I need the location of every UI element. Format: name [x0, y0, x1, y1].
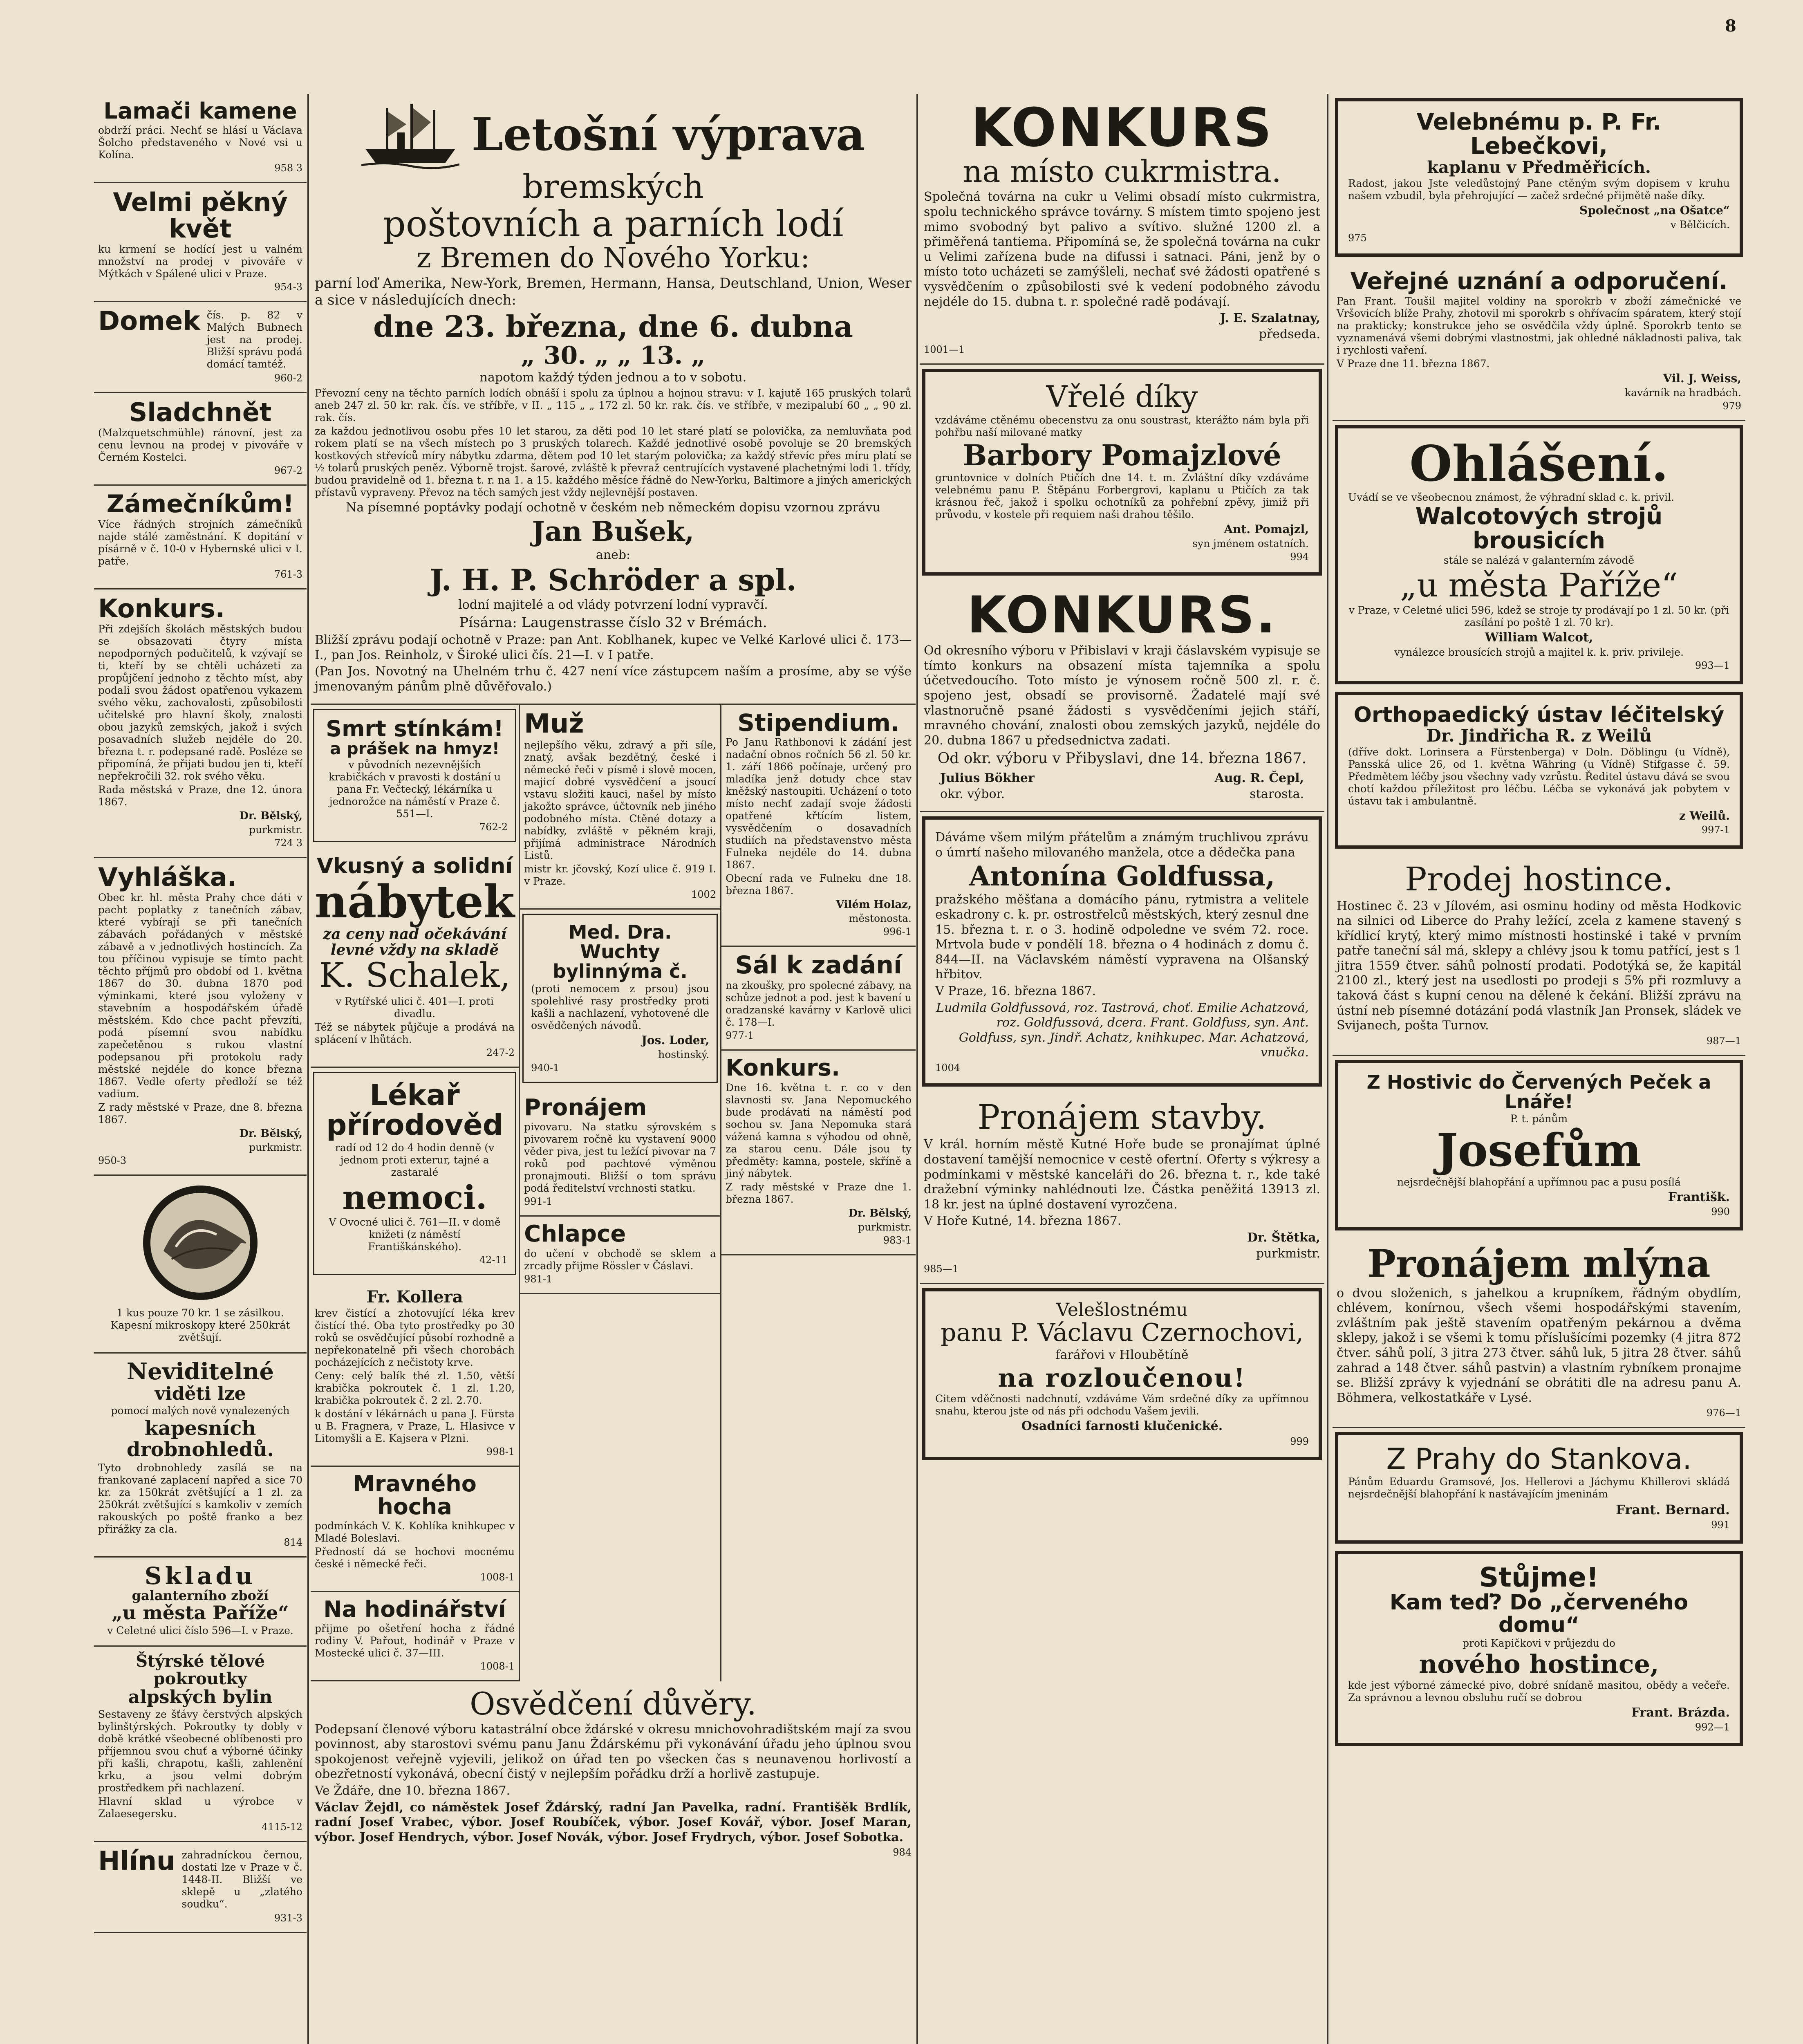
ad-number: 4115-12 [262, 1821, 302, 1833]
ad-address: Písárna: Laugenstrasse číslo 32 v Brémách. [459, 614, 767, 631]
ad-address: V Ovocné ulici č. 761—II. v domě knižeti (z náměstí Františkánského). [329, 1216, 501, 1253]
ad-ships: parní loď Amerika, New-York, Bremen, Hermann, Hansa, Deutschland, Union, Weser a sice v následujících dnech: [315, 275, 912, 309]
microscope-illustration [98, 1181, 302, 1306]
ad-number: 724 3 [274, 837, 302, 849]
ad-note: Též se nábytek půjčuje a prodává na splácení v lhůtách. [315, 1021, 515, 1045]
ad-body: Citem vděčnosti nadchnutí, vzdáváme Vám srdečné díky za upřímnou snahu, kterou jste od nás při odchodu Vašem jevili. [935, 1393, 1309, 1417]
ad-product: Walcotových strojů brousicích [1415, 503, 1663, 554]
ad-role: vynálezce brousících strojů a majitel k. k. priv. privileje. [1394, 646, 1684, 659]
magnified-specimen-icon [139, 1181, 262, 1304]
ad-big: nábytek [315, 875, 515, 928]
ad-pronajem-stavby [920, 1094, 1324, 1284]
column-2c [721, 705, 916, 1681]
ad-dates-2: „ 30. „ „ 13. „ [521, 341, 706, 370]
ad-title: KONKURS. [967, 586, 1277, 645]
ad-title: Pronájem mlýna [1367, 1242, 1711, 1286]
ad-number: 931-3 [274, 1912, 302, 1924]
column-2 [311, 94, 916, 2044]
ad-address: v Praze, v Celetné ulici 596, kdež se stroje ty prodávají po 1 zl. 50 kr. (při zasílání po poště 1 zl. 70 kr). [1348, 604, 1729, 629]
ad-konkurs-ucitele [94, 589, 307, 858]
ad-kvet [94, 183, 307, 302]
ad-body: Po Janu Rathbonovi k zádání jest nadační obnos ročních 56 zl. 50 kr. 1. září 1866 počínaje, určený pro mladíka jenž dotudy chce stav kněžský nastoupiti. Ucházení o toto místo nechť zadají svoje žádosti opatřené křtícím listem, vysvědčením o dosavadních studiích na představenstvo města Fulneka nejdéle do 14. dubna 1867. [726, 736, 912, 871]
ad-more-2: (Pan Jos. Novotný na Uhelném trhu č. 427 není více zástupcem naším a prosíme, aby se výše jmenovaným pánům plně důvěřovalo.) [315, 664, 912, 694]
ad-signature: Vil. J. Weiss, [1663, 371, 1741, 385]
ad-body: nejlepšího věku, zdravý a při síle, znatý, avšak bezdětný, české i německé řeči v písmě i slově mocen, majicí dobré vysvědčení a jsoucí vstavu složiti kauci, našel by místo jakožto správce, účtovník neb jiného podobného místa. Ctěné dotazy a nabídky, zvláště v pěkném kraji, přijímá administrace Národních Listů. [524, 739, 717, 861]
ad-number: 762-2 [479, 821, 508, 833]
ad-role: městonosta. [849, 912, 912, 925]
ad-body-2: Tyto drobnohledy zasílá se na frankované zaplacení napřed a sice 70 kr. za 150krát zvětšující a 1 zl. za 250krát zvětšující s kamkoliv v zemích rakouských po poště franko a bez přirážky za cla. [98, 1461, 302, 1535]
ad-ohlaseni [1335, 425, 1743, 685]
ad-number: 960-2 [274, 372, 302, 384]
ad-lekar [313, 1072, 516, 1275]
ad-signature: Frant. Bernard. [1616, 1502, 1730, 1517]
ad-body: Sestaveny ze šťávy čerstvých alpských bylinštýrských. Pokroutky ty dobly v době krátké všeobecné oblíbenosti pro příjemnou svou chuť a výborné účinky při kašli, chrapotu, kašli, zahlenění krku, a jsou velmi dobrým prostředkem při nachlazení. [98, 1708, 302, 1794]
ad-title: Sál k zadání [735, 951, 902, 980]
ad-place: Od okr. výboru v Přibyslavi, dne 14. března 1867. [937, 750, 1307, 767]
ad-signature: Vilém Holaz, [835, 899, 912, 911]
ad-place: V Hoře Kutné, 14. března 1867. [924, 1214, 1122, 1228]
ad-konkurs-prodej [721, 1051, 916, 1255]
ad-sladchnet [94, 393, 307, 486]
ad-signature-2: Aug. R. Čepl, [1214, 771, 1304, 786]
ad-title: Osvědčení důvěry. [470, 1685, 757, 1722]
ad-big: nemoci. [342, 1178, 487, 1217]
ad-body: proti Kapičkovi v průjezdu do [1463, 1637, 1615, 1650]
ad-signature: J. E. Szalatnay, [1220, 311, 1320, 326]
ad-signature: Dr. Štětka, [1247, 1230, 1320, 1245]
ad-lamaci [94, 94, 307, 183]
ad-lebeckovi [1335, 98, 1743, 257]
ad-smrt [313, 709, 516, 843]
column-rule [916, 94, 918, 2044]
ad-body: (Malzquetschmühle) ránovní, jest za cenu levnou na prodej v pivováře v Černém Kostelci. [98, 426, 302, 463]
ad-big: nového hostince, [1419, 1649, 1659, 1679]
ad-title: Vkusný a solidní [316, 854, 513, 879]
ad-number: 1004 [935, 1062, 961, 1074]
ad-title: Na hodinářství [323, 1596, 506, 1622]
ad-title: Velmi pěkný květ [113, 187, 288, 244]
ad-subtitle: kaplanu v Předměřicích. [1427, 157, 1651, 177]
ad-body: Společná továrna na cukr u Velimi obsadí místo cukrmistra, spolu technického správce továrny. S místem timto spojeno jest mimo svobodný byt palivo a svítivo. služné 1200 zl. a přiměřená tantiema. Připomíná se, že společná továrna na cukr u Velimi zařízena bude na difussi i satnaci. Páni, jenž by o místo toto ucházeti se zamýšleli, nechať své žádosti opatřené s vysvědčením o způsobilosti své k vedení podobného závodu nejdéle do 15. dubna t. r. společné radě podávají. [924, 190, 1320, 309]
ad-number: 1008-1 [480, 1571, 515, 1583]
ad-number: 999 [1290, 1436, 1309, 1448]
ad-shop-name: „u města Paříže“ [112, 1601, 289, 1624]
ad-role: hostinský. [658, 1048, 710, 1060]
ad-body: zahradníckou černou, dostati lze v Praze v č. 1448-II. Bližší ve sklepě u „zlatého soudku“. [181, 1849, 302, 1910]
ad-role: purkmistr. [858, 1221, 912, 1233]
ad-title: Orthopaedický ústav léčitelský [1353, 703, 1725, 728]
ad-number: 991-1 [524, 1196, 553, 1208]
ad-number: 940-1 [531, 1062, 560, 1074]
ad-body: Při zdejších školách městských budou se obsazovati čtyry místa nepodporných podučitelů, k vzývají se ti, kteří by se chtěli ucházeti za propůjčení jednoho z těchto míst, aby podali svou žádost opatřenou vykazem svého věku, zachovalosti, způsobilosti učitelské pro hlavní školy, znalosti obou jazyků zemských, jakož i svých posavadních služeb nejdéle do 20. března t. r. podepsané radě. Posléze se připomíná, že přijati budou jen ti, kteří nepřekročili 32. rok svého věku. [98, 623, 302, 782]
ad-title: Stůjme! [1479, 1561, 1599, 1593]
ad-name: Dr. Jindřicha R. z Weilů [1426, 725, 1652, 746]
ad-number: 247-2 [486, 1047, 515, 1058]
ad-body: Pánům Eduardu Gramsové, Jos. Hellerovi a Jáchymu Khillerovi skládá nejsrdečnější blahopřání k nastávajícím jmeninám [1348, 1475, 1730, 1500]
ad-body: Radost, jakou Jste veledůstojný Pane ctěným svým dopisem v kruhu našem vzbudil, byla přehrojující — začež srdečné přijmětě naše díky. [1348, 177, 1730, 202]
ad-role: purkmistr. [249, 824, 302, 836]
ad-body: V král. horním městě Kutné Hoře bude se pronajímat úplné dostavení tamější nemocnice v cestě ofertní. Oferty s výkresy a podmínkami v městské kanceláři do 26. března t. r., kde také dražební výminky nahlédnouti lze. Částka peněžitá 13913 zl. 18 kr. jest na úplné dostavení vyrozčena. [924, 1137, 1320, 1212]
ad-subtitle: za ceny nad očekávání levné vždy na skladě [323, 925, 507, 959]
page-number: 8 [1725, 16, 1736, 36]
column-4 [1333, 94, 1745, 2044]
ad-sklad [94, 1558, 307, 1647]
ad-title: Domek [98, 306, 200, 336]
column-3 [920, 94, 1324, 2044]
ad-body: čís. p. 82 v Malých Bubnech jest na prodej. Bližší správu podá domácí tamtéž. [206, 309, 302, 370]
ad-body: podmínkách V. K. Kohlíka knihkupec v Mladé Boleslavi. [315, 1520, 515, 1544]
ad-title: Stipendium. [737, 708, 900, 737]
ad-number: 993—1 [1695, 660, 1730, 672]
ad-title: Zámečníkům! [106, 489, 294, 518]
ad-number: 976—1 [1706, 1407, 1741, 1419]
ad-cerveny-dum [1335, 1551, 1743, 1746]
ad-body: (dříve dokt. Lorinsera a Fürstenberga) v Doln. Döblingu (u Vídně), Pansská ulice 26, od 1. května Währing (u Vídně) Stifgasse č. 59. Předmětem léčby jsou všechny vady vzrůstu. Ředitel ústavu dává se svou chotí každou příležitost pro léčbu. Léčba se vykonává jak pobytem v ústavu tak i ambulantně. [1348, 746, 1730, 807]
ad-aneb: aneb: [596, 547, 631, 562]
ad-body: Pan Frant. Toušil majitel voldiny na sporokrb v zboží zámečnické ve Vršovicích blíže Prahy, zhotovil mi sporokrb s ohřívacím spáratem, který stojí na prakticky; konstrukce jeho se osvědčila vždy úplně. Sporokrb tento se vyznamenává všemi dobrými vlastnostmi, jak ohledné nákladnosti paliva, tak i rychlosti vaření. [1337, 295, 1741, 356]
ad-after: napotom každý týden jednou a to v sobotu. [479, 370, 747, 385]
ad-body: ku krmení se hodící jest u valném množství na prodej v pivováře v Mýtkách v Spálené ulici v Praze. [98, 243, 302, 280]
ad-body: Dne 16. května t. r. co v den slavnosti sv. Jana Nepomuckého bude prodávati na náměstí pod sochou sv. Jana Nepomuka stará vážená kamna s výhodou od ohně, za starou cenu. Dále jsou ty předměty: kamna, postele, skříně a jiný nábytek. [726, 1082, 912, 1180]
ad-signature: Jos. Loder, [641, 1033, 710, 1047]
ad-subtitle: galanterního zboží [132, 1588, 269, 1604]
ad-role: kavárník na hradbách. [1624, 386, 1741, 399]
ad-chlapce [520, 1217, 720, 1294]
ad-role: syn jménem ostatních. [1192, 538, 1309, 550]
ad-big: Josefům [1436, 1124, 1642, 1177]
ad-number: 975 [1348, 232, 1367, 244]
ad-place: Ve Ždáře, dne 10. března 1867. [315, 1784, 511, 1798]
ad-name: Barbory Pomajzlové [963, 438, 1281, 472]
ad-title: Velebnému p. P. Fr. Lebečkovi, [1416, 109, 1662, 159]
ad-vyprava [311, 94, 916, 705]
ad-role: purkmistr. [1256, 1246, 1320, 1261]
ad-konkurs-cukrmistr [920, 94, 1324, 365]
ad-number: 958 3 [274, 162, 302, 174]
ad-shop-name: „u města Paříže“ [1400, 566, 1678, 604]
ad-domek [94, 302, 307, 393]
ad-place: Z rady městské v Praze dne 1. března 1867. [726, 1181, 912, 1206]
ad-title: Konkurs. [98, 593, 225, 623]
ad-signature: Společnost „na Ošatce“ [1579, 203, 1730, 217]
ad-subtitle: alpských bylin [128, 1687, 273, 1708]
ad-subtitle: bremských [522, 168, 704, 206]
ad-sal [721, 947, 916, 1051]
ad-number: 761-3 [274, 568, 302, 580]
ad-hlinu [94, 1842, 307, 1933]
ad-title: Mravného hocha [353, 1470, 477, 1520]
ad-uznani [1333, 264, 1745, 421]
ad-subtitle: viděti lze [155, 1383, 246, 1404]
ad-body-2: gruntovnice v dolních Ptičích dne 14. t. m. Zvláštní díky vzdáváme velebnému panu P. Štěpánu Forbergrovi, kaplanu u Ptičích za tak krásnou řeč, jakož i spolku ochotníků za pohřební zpěvy, jimiž při průvodu, v kostele při requiem naši drahou těšilo. [935, 472, 1309, 521]
ad-body: nejsrdečnější blahopřání a upřímnou pac a pusu posílá [1397, 1176, 1681, 1188]
ad-role: okr. výbor. [940, 787, 1005, 802]
ad-body: pomocí malých nově vynalezených [111, 1405, 290, 1417]
ad-number: 42-11 [479, 1254, 508, 1266]
ad-body: Obec kr. hl. města Prahy chce dáti v pacht poplatky z tanečních zábav, které vybírají se při tanečních zábavách pořádaných v městské zábavě a v jednotlivých hostincích. Za tou příčinou vypisuje se tímto pacht těchto příjmů pro období od 1. května 1867 do 30. dubna 1870 pod výminkami, které jsou vyloženy v stavebním a hospodářském úřadě městském. Kdo chce pacht převzíti, podá písemní svou nabídku zapečetěnou s rukou vlastní podepsanou při protokolu rady městské nejdéle do konce března 1867. Vedle oferty předloží se též vadium. [98, 892, 302, 1100]
ad-number: 997-1 [1701, 824, 1730, 836]
ad-place: V Praze, 16. března 1867. [935, 984, 1096, 998]
ad-number: 967-2 [274, 464, 302, 476]
ad-title: Konkurs. [726, 1055, 840, 1082]
ad-subtitle-2: poštovních a parních lodí [383, 203, 844, 245]
ad-place: Rada městská v Praze, dne 12. února 1867. [98, 784, 302, 808]
ad-body: radí od 12 do 4 hodin denně (v jednom proti exterur, tajné a zastaralé [335, 1141, 495, 1178]
ad-intro: Dáváme všem milým přátelům a známým truchlivou zprávu o úmrtí našeho milovaného manžela, otce a dědečka pana [935, 830, 1309, 860]
ad-subtitle: na místo cukrmistra. [963, 154, 1281, 189]
ad-wuchty [522, 914, 718, 1083]
ad-role-2: starosta. [1250, 787, 1304, 802]
ad-number: 992—1 [1695, 1721, 1730, 1733]
ad-title: Lékař přírodověd [326, 1078, 503, 1142]
ad-body: o dvou složenich, s jahelkou a krupníkem, řádným obydlím, chlévem, konírnou, všech všemi hospodářskými stavením, zvláštním pak ještě stavením opatřeným pekárnou a dvěma sklepy, jakož i se všemi k tomu příslušícími pozemky (4 jitra 872 čtver. sáhů polí, 3 jitra 273 čtver. sáhů luk, 5 jitra 28 čtver. sáhů zahrad a 148 čtver. sáhů pastvin) a vlastním rybníkem pronajme se. Bližší zprávy k vyjednání se obrátiti dle na adresu panu A. Böhmera, velkostatkáře v Lysé. [1337, 1286, 1741, 1405]
ad-intro: Velešlostnému [1056, 1299, 1188, 1320]
ad-title: Muž [524, 708, 584, 739]
ad-hostince [1333, 856, 1745, 1056]
ad-number: 1001—1 [924, 343, 965, 355]
ad-agent: Jan Bušek, [532, 515, 694, 547]
ad-title: Vřelé díky [1046, 379, 1198, 414]
ad-more: Bližší zprávu podají ochotně v Praze: pan Ant. Koblhanek, kupec ve Velké Karlové ulici č. 173—I., pan Jos. Reinholz, v Široké ulici čís. 21—I. v I patře. [315, 633, 912, 662]
ad-body: pražského měšťana a domácího pánu, rytmistra a velitele eskadrony c. k. pr. ostrostřelců městských, který zesnul dne 15. března t. r. o 3. hodině odpoledne ve svém 72. roce. Mrtvola bude v pondělí 18. března o 4 hodinách z domu č. 844—II. na Václavském náměstí vypravena na Olšanský hřbitov. [935, 892, 1309, 982]
ad-title: Štýrské tělové pokroutky [136, 1651, 265, 1688]
ad-vrele-diky [922, 369, 1322, 576]
ad-body: vzdáváme ctěnému obecenstvu za onu soustrast, kterážto nám byla při pohřbu naší milované matky [935, 414, 1309, 438]
ad-nabytek [311, 849, 519, 1068]
ad-number: 990 [1711, 1206, 1730, 1218]
ad-signature: Františk. [1668, 1190, 1730, 1205]
ad-route: z Bremen do Nového Yorku: [416, 242, 810, 275]
ad-signature: Dr. Bělský, [239, 810, 302, 823]
ad-number: 1002 [691, 888, 717, 900]
ad-body: Hostinec č. 23 v Jílovém, asi osminu hodiny od města Hodkovic na silnici od Liberce do Prahy ležící, zcela z kamene stavený s křídlicí krytý, který mimo místnosti hostinské i také v prvním patře taneční sál má, sklepy a chlévy jsou k tomu patřící, jest s 1 jitra 1559 čtver. sáhů polností prodati. Podotýká se, že kapitál 2100 zl., který jest na usedlosti po prodeji s 5% při rozmluvy a taková část s kupní cenou na dělené k čekání. Bližší zprávu na ústní neb písemné dotázání podá vlastník Jan Pronsek, sládek ve Svijanech, pošta Turnov. [1337, 899, 1741, 1033]
ad-title: Lamači kamene [103, 98, 297, 124]
ad-list: Ceny: celý balík thé zl. 1.50, větší krabička pokroutek č. 1 zl. 1.20, krabička pokroutek č. 2 zl. 2.70. [315, 1369, 515, 1406]
ad-place: Obecní rada ve Fulneku dne 18. března 1867. [726, 872, 912, 897]
ad-firm: K. Schalek, [319, 956, 511, 995]
ad-mlyna [1333, 1238, 1745, 1428]
ad-title: Pronájem [524, 1094, 647, 1121]
ad-body: Více řádných strojních zámečníků najde stálé zaměstnání. K dopitání v písárně v č. 10-0 v Hybernské ulici v I. patře. [98, 518, 302, 567]
ad-title-2: kapesních drobnohledů. [126, 1417, 274, 1461]
ad-place: Hlavní sklad u výrobce v Zalaesegersku. [98, 1795, 302, 1820]
ad-josefum [1335, 1060, 1743, 1230]
ad-number: 981-1 [524, 1273, 553, 1285]
ad-body: krev čistící a zhotovující léka krev čistící thé. Oba tyto prostředky po 30 roků se osvědčující působí rozhodně a nepřekonatelně při všech chorobách pocházejících z nečistoty krve. [315, 1307, 515, 1368]
ad-body: přijme po ošetření hocha z řádné rodiny V. Pařout, hodinář v Praze v Mostecké ulici č. 37—III. [315, 1622, 515, 1659]
ad-place: V Praze dne 11. března 1867. [1337, 357, 1490, 370]
ad-czernoch [922, 1288, 1322, 1460]
ad-title: Prodej hostince. [1404, 860, 1673, 899]
ad-styrske [94, 1647, 307, 1842]
ad-title: KONKURS [971, 96, 1273, 159]
ad-title: Smrt stínkám! [326, 715, 504, 742]
ad-signature: z Weilů. [1679, 809, 1730, 823]
ad-body: pivovaru. Na statku sýrovském s pivovarem ročně ku vystavení 9000 věder piva, jest tu ležící pivovar na 7 roků pod pachtové výměnou pronajmouti. Bližší o tom správu podá ředitelství vrchnosti statku. [524, 1121, 717, 1195]
ad-body-2: stále se nalézá v galanterním závodě [1443, 554, 1635, 566]
ad-number: 1008-1 [480, 1660, 515, 1672]
ad-pronajem-pivovaru [520, 1090, 720, 1217]
ad-conditions: za každou jednotlivou osobu přes 10 let starou, za děti pod 10 let staré platí se polovička, za nemluvňata pod rokem platí se na všech místech po 3 pruských tolarech. Každé jednotlivé osobě povoluje se 20 bremských kostkových střevíců míry nábytku zdarma, dětem pod 10 let starým polovička; za každý střevíc přes míru platí se ½ tolarů pruských peněz. Výborně trojst. šarové, zvláště k převraž centrujících vystavené plachetnými lodi 1. třídy, budou pravidelně od 1. března t. r. na 1. a 15. každého měsíce řádně do New-Yorku, Baltimore a jiných amerických přístavů vypraveny. Převoz na těch samých jest vždy nejlevnější postaven. [315, 425, 912, 498]
column-2a [311, 705, 520, 1681]
ad-number: 979 [1722, 400, 1741, 412]
ad-role: předseda. [1259, 327, 1320, 342]
ad-subtitle: Kam teď? Do „červeného domu“ [1389, 1590, 1689, 1637]
ad-zamecnikum [94, 486, 307, 589]
ad-body: Od okresního výboru v Přibislavi v kraji čáslavském vypisuje se tímto konkurs na obsazení místa tajemníka a spolu účetvedoucího. Toto místo je výnosem ročně 500 zl. r. č. spojeno jest, obsadí se provisorně. Žadatelé mají své vlastnoručně psané žádosti s vysvědčeními jejich stáří, mravného chování, znalosti obou zemských jazyků, nejdéle do 20. dubna 1867 u předsednictva zadati. [924, 643, 1320, 748]
ad-signature: Osadníci farnosti klučenické. [1021, 1419, 1223, 1434]
ad-body: na zkoušky, pro spolecné zábavy, na schůze jednot a pod. jest k bavení u oradzanské kavárny v Karlově ulici č. 178—I. [726, 979, 912, 1029]
ad-body: do učení v obchodě se sklem a zrcadly přijme Rössler v Čáslavi. [524, 1248, 717, 1272]
ad-big: na rozloučenou! [998, 1363, 1246, 1393]
column-rule [1327, 94, 1328, 2044]
ad-signature: Ant. Pomajzl, [1224, 522, 1309, 536]
ad-number: 983-1 [883, 1235, 912, 1246]
ad-title: Z Hostivic do Červených Peček a Lnáře! [1366, 1071, 1711, 1113]
ad-firm-note: lodní majitelé a od vlády potvrzení lodní vypravčí. [458, 598, 768, 612]
ad-signature: Dr. Bělský, [848, 1207, 912, 1220]
ad-body: obdrží práci. Nechť se hlásí u Václava Šolcho představeného v Nové vsi u Kolína. [98, 124, 302, 161]
ad-subtitle: a prášek na hmyz! [330, 740, 499, 759]
ad-hodinarstvi [311, 1592, 519, 1681]
column-2b [520, 705, 721, 1681]
ad-signature: mistr kr. jčovský, Kozí ulice č. 919 I. v Praze. [524, 863, 717, 887]
ad-title: Ohlášení. [1409, 435, 1669, 493]
ad-prices: Převozní ceny na těchto parních lodích obnáší i spolu za úplnou a hojnou stravu: v I. kajutě 165 pruských tolarů aneb 247 zl. 50 kr. rak. čís. ve stříbře, v II. „ 115 „ „ 172 zl. 50 kr. rak. čís. ve stříbře, v mezipalubí 60 „ „ 90 zl. rak. čís. [315, 387, 912, 424]
ad-kollera [311, 1282, 519, 1466]
ad-title: Vyhláška. [98, 862, 237, 892]
ad-name: Antonína Goldfussa, [969, 860, 1275, 892]
ad-address: v Celetné ulici číslo 596—I. v Praze. [107, 1624, 293, 1636]
column-rule [307, 94, 309, 2044]
ad-body-2: kde jest výborné zámecké pivo, dobré snídaně masitou, obědy a večeře. Za správnou a levnou obsluhu ručí se dobrou [1348, 1679, 1730, 1704]
ad-konkurs-tajemnik [920, 583, 1324, 812]
ad-number: 954-3 [274, 281, 302, 293]
ad-number: 985—1 [924, 1263, 959, 1275]
column-1 [94, 94, 307, 2044]
ad-address: v Rytířské ulici č. 401—I. proti divadlu. [336, 995, 494, 1020]
ad-title: Skladu [144, 1562, 256, 1590]
ad-subtitle: P. t. pánům [1510, 1113, 1568, 1125]
ad-dates: dne 23. března, dne 6. dubna [373, 309, 853, 344]
ad-title: Z Prahy do Stankova. [1386, 1442, 1692, 1476]
ad-title: Med. Dra. Wuchty bylinnýma č. [553, 921, 688, 983]
ad-note: Předností dá se hochovi mocnému české i německé řeči. [315, 1545, 515, 1570]
ad-number: 994 [1290, 551, 1309, 563]
ad-caption: 1 kus pouze 70 kr. 1 se zásilkou. Kapesní mikroskopy které 250krát zvětšují. [110, 1307, 290, 1344]
ad-signature: William Walcot, [1485, 630, 1593, 645]
ad-title: Pronájem stavby. [977, 1098, 1267, 1137]
ad-signature: Julius Bökher [940, 771, 1035, 786]
ad-number: 996-1 [883, 926, 912, 938]
ad-body: Podepsaní členové výboru katastrální obce ždárské v okresu mnichovohradištském mají za svou povinnost, aby starostovi svému panu Janu Ždárskému při vykonávání úřadu jeho úplnou svou spokojenost veřejně vyjevili, jelikož on úřad ten po všecken čas s neunavenou horlivostí a obezřetností vykonává, obecní čistý v nejlepším pořádku drží a horlivě zastupuje. [315, 1722, 912, 1782]
ad-signature: Frant. Brázda. [1631, 1706, 1730, 1720]
ad-address: k dostání v lékárnách u pana J. Fürsta u B. Fragnera, v Praze, L. Hlasivce v Litomyšli a E. Kajsera v Plzni. [315, 1407, 515, 1444]
ad-number: 987—1 [1706, 1035, 1741, 1047]
ad-role: purkmistr. [249, 1141, 302, 1154]
ad-umrti [922, 816, 1322, 1087]
ad-title: Hlínu [98, 1846, 175, 1876]
ad-ustav [1335, 692, 1743, 849]
ad-muz [520, 705, 720, 910]
ad-title: Veřejné uznání a odporučení. [1350, 268, 1728, 295]
ad-stankova [1335, 1432, 1743, 1544]
ad-title: Neviditelné [126, 1358, 274, 1385]
ad-number: 991 [1711, 1519, 1730, 1531]
ad-title: Fr. Kollera [366, 1287, 463, 1307]
ad-body: (proti nemocem z prsou) jsou spolehlivé rasy prostředky proti kašli a nachlazení, vyhotovené dle osvědčených návodů. [531, 982, 710, 1031]
ad-body: Uvádí se ve všeobecnou známost, že výhradní sklad c. k. privil. [1348, 491, 1674, 504]
ad-subtitle: farářovi v Hloubětíně [1055, 1347, 1189, 1362]
ad-number: 977-1 [726, 1030, 754, 1042]
ad-title: Letošní výprava [471, 108, 865, 161]
ad-number: 984 [893, 1847, 912, 1858]
ad-osvedceni [311, 1681, 916, 1867]
ad-place: Z rady městské v Praze, dne 8. března 1867. [98, 1101, 302, 1126]
ad-mravne [311, 1467, 519, 1592]
ad-number: 950-3 [98, 1155, 127, 1167]
ad-firm: J. H. P. Schröder a spl. [430, 563, 797, 598]
ad-agent-intro: Na písemné poptávky podají ochotně v českém neb německém dopisu vzornou zprávu [346, 500, 880, 515]
ad-signature: Dr. Bělský, [239, 1127, 302, 1140]
ad-neviditelne [94, 1354, 307, 1558]
ad-mikroskop [94, 1176, 307, 1354]
ad-place: v Bělčicích. [1670, 218, 1730, 231]
ad-title: Chlapce [524, 1221, 626, 1248]
ad-body: v původních nezevnějších krabičkách v pravosti k dostání u pana Fr. Večtecký, lékárníka u jednorožce na náměstí v Praze č. 551—I. [328, 759, 501, 820]
ad-title: panu P. Václavu Czernochovi, [941, 1318, 1304, 1347]
ad-names: Václav Žejdl, co náměstek Josef Ždárský, radní Jan Pavelka, radní. Františěk Brdlík, radní Josef Vrabec, výbor. Josef Roubíček, výbor. Josef Kovář, výbor. Josef Maran, výbor. Josef Hendrych, výbor. Josef Novák, výbor. Josef Frydrych, výbor. Josef Sobotka. [315, 1800, 912, 1845]
ad-number: 814 [284, 1536, 302, 1548]
ad-stipendium [721, 705, 916, 947]
ad-mourners: Ludmila Goldfussová, roz. Tastrová, choť. Emilie Achatzová, roz. Goldfussová, dcera. Frant. Goldfuss, syn. Ant. Goldfuss, syn. Jindř. Achatz, knihkupec. Mar. Achatzová, vnučka. [936, 1000, 1309, 1060]
ad-number: 998-1 [486, 1446, 515, 1457]
ad-title: Sladchnět [129, 397, 272, 427]
ad-vyhlaska [94, 858, 307, 1176]
steamship-icon [361, 100, 459, 169]
